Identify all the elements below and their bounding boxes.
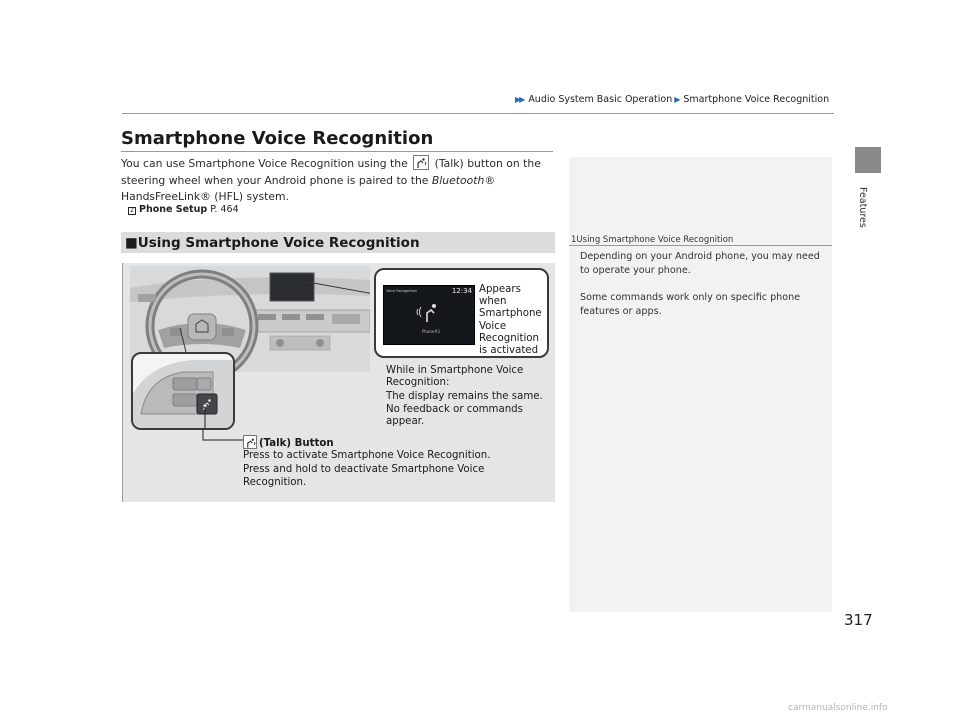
intro-text-3: ® HandsFreeLink® (HFL) system. (121, 173, 496, 203)
title-divider (121, 151, 553, 152)
header-divider (122, 113, 834, 114)
note-title (571, 235, 733, 245)
breadcrumb-arrow-icon: ▶ (674, 95, 679, 104)
while-line-2: The display remains the same. No feedback or commands appear. (386, 391, 543, 427)
page-title: Smartphone Voice Recognition (121, 128, 434, 149)
screen-phone-name: Phone#1 (422, 329, 441, 334)
sidebar-note-panel (569, 157, 832, 612)
while-line-1: While in Smartphone Voice Recognition: (386, 365, 524, 389)
dashboard-screen (270, 273, 314, 301)
talk-press-text: Press to activate Smartphone Voice Recognition. (243, 450, 491, 462)
intro-text-1: You can use Smartphone Voice Recognition using the (121, 157, 408, 170)
breadcrumb-item-audio-system[interactable]: Audio System Basic Operation (528, 94, 673, 105)
display-screen-preview (383, 285, 475, 345)
intro-text-2: (Talk) button on the steering wheel when your Android phone is paired to the (121, 157, 541, 187)
screen-label: Voice Recognition (386, 289, 418, 293)
reference-arrow-icon: 2 (128, 207, 136, 215)
steering-controls-illustration (133, 354, 235, 430)
while-active-note (386, 365, 551, 428)
talk-button-highlight (197, 394, 217, 414)
section-title-text: Using Smartphone Voice Recognition (137, 235, 420, 251)
talk-hold-text: Press and hold to deactivate Smartphone Voice Recognition. (243, 464, 485, 488)
intro-bluetooth: Bluetooth (431, 173, 485, 187)
cross-reference-link[interactable] (128, 204, 239, 215)
note-marker-icon: 1 (571, 235, 577, 245)
talk-button-icon (243, 435, 257, 449)
breadcrumb-item-voice-recognition[interactable]: Smartphone Voice Recognition (683, 94, 830, 105)
chapter-tab-label: Features (857, 187, 868, 228)
section-title (125, 235, 420, 251)
note-divider (569, 245, 832, 246)
note-paragraph-2: Some commands work only on specific phone features or apps. (580, 292, 801, 317)
watermark: carmanualsonline.info (788, 703, 888, 713)
screen-clock: 12:34 (451, 287, 472, 295)
breadcrumb-arrow-icon: ▶▶ (515, 95, 524, 104)
chapter-tab[interactable] (855, 147, 881, 173)
talk-callout-leader (200, 428, 246, 444)
note-title-text: Using Smartphone Voice Recognition (576, 235, 734, 245)
appears-callout-text: Appears when Smartphone Voice Recognition is activated (479, 284, 542, 357)
talk-button-title: (Talk) Button (259, 438, 334, 449)
page-number: 317 (844, 611, 873, 629)
voice-recognition-icon (414, 300, 444, 324)
section-square-icon: ■ (125, 235, 138, 251)
reference-label: Phone Setup (139, 204, 208, 215)
steering-controls-callout (131, 352, 235, 430)
note-paragraph-1: Depending on your Android phone, you may need to operate your phone. (580, 251, 820, 276)
intro-paragraph (121, 155, 551, 206)
breadcrumb (515, 94, 829, 105)
talk-button-icon (413, 155, 429, 170)
talk-button-description (243, 435, 543, 489)
reference-page: P. 464 (210, 204, 239, 215)
